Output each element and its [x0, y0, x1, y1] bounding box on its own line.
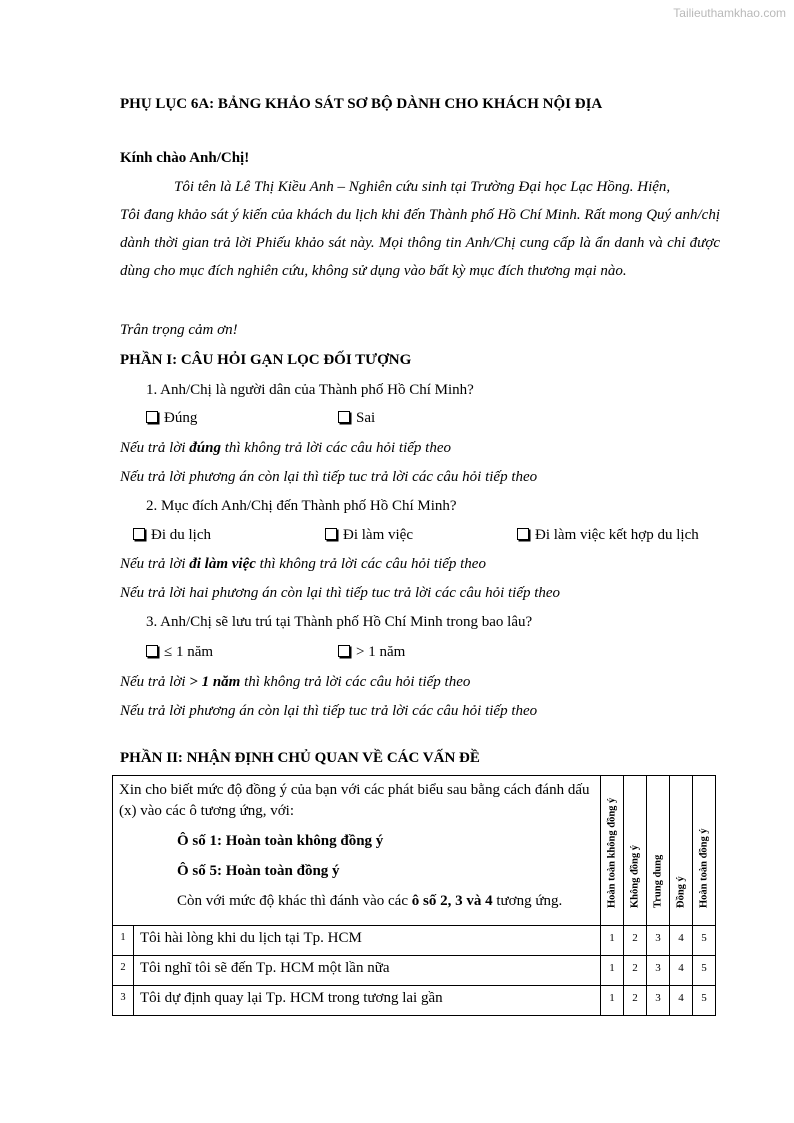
watermark: Tailieuthamkhao.com	[673, 6, 786, 20]
part2-heading: PHẦN II: NHẬN ĐỊNH CHỦ QUAN VỀ CÁC VẤN ĐỀ	[120, 750, 480, 766]
intro-line-1: Tôi tên là Lê Thị Kiều Anh – Nghiên cứu sinh tại Trường Đại học Lạc Hồng. Hiện,	[174, 179, 671, 195]
table-instructions: Xin cho biết mức độ đồng ý của bạn với các phát biểu sau bằng cách đánh dấu (x) vào các ô tương ứng, với: Ô số 1: Hoàn toàn không đồng ý Ô số 5: Hoàn toàn đồng ý Còn với mức độ khác thì đánh vào các ô số 2, 3 và 4 tương ứng.	[113, 776, 601, 926]
scale-other: Còn với mức độ khác thì đánh vào các ô số 2, 3 và 4 tương ứng.	[177, 893, 563, 909]
checkbox-icon[interactable]	[338, 411, 350, 423]
q2-option-ket-hop[interactable]: Đi làm việc kết hợp du lịch	[517, 527, 699, 544]
q2-option-lam-viec[interactable]: Đi làm việc	[325, 527, 413, 544]
scale-max: Ô số 5: Hoàn toàn đồng ý	[177, 863, 340, 879]
score-cell[interactable]: 2	[624, 956, 647, 986]
q1-note-1: Nếu trả lời đúng thì không trả lời các câu hỏi tiếp theo	[120, 440, 451, 456]
score-cell[interactable]: 4	[670, 986, 693, 1016]
q3-option-gt-1-nam[interactable]: > 1 năm	[338, 644, 405, 661]
scale-min: Ô số 1: Hoàn toàn không đồng ý	[177, 833, 384, 849]
question-3: 3. Anh/Chị sẽ lưu trú tại Thành phố Hồ Chí Minh trong bao lâu?	[146, 614, 533, 630]
table-row: 2 Tôi nghĩ tôi sẽ đến Tp. HCM một lần nữa 1 2 3 4 5	[113, 956, 716, 986]
question-1: 1. Anh/Chị là người dân của Thành phố Hồ Chí Minh?	[146, 382, 474, 398]
table-row: 1 Tôi hài lòng khi du lịch tại Tp. HCM 1 2 3 4 5	[113, 926, 716, 956]
score-cell[interactable]: 2	[624, 926, 647, 956]
intro-rest: Tôi đang khảo sát ý kiến của khách du lịch khi đến Thành phố Hồ Chí Minh. Rất mong Quý anh/chị dành thời gian trả lời Phiếu khảo sát này. Mọi thông tin Anh/Chị cung cấp là ẩn danh và chỉ được dùng cho mục đích nghiên cứu, không sử dụng vào bất kỳ mục đích thương mại nào.	[120, 207, 720, 279]
checkbox-icon[interactable]	[517, 528, 529, 540]
thanks-text: Trân trọng cảm ơn!	[120, 322, 238, 338]
q3-note-1: Nếu trả lời > 1 năm thì không trả lời các câu hỏi tiếp theo	[120, 674, 471, 690]
col-header-5: Hoàn toàn đồng ý	[693, 776, 716, 926]
q1-note-2: Nếu trả lời phương án còn lại thì tiếp tuc trả lời các câu hỏi tiếp theo	[120, 469, 538, 485]
score-cell[interactable]: 1	[601, 956, 624, 986]
survey-table	[112, 775, 716, 1016]
q2-note-2: Nếu trả lời hai phương án còn lại thì tiếp tuc trả lời các câu hỏi tiếp theo	[120, 585, 561, 601]
q3-note-2: Nếu trả lời phương án còn lại thì tiếp tuc trả lời các câu hỏi tiếp theo	[120, 703, 538, 719]
score-cell[interactable]: 1	[601, 986, 624, 1016]
score-cell[interactable]: 2	[624, 986, 647, 1016]
q2-option-du-lich[interactable]: Đi du lịch	[133, 527, 211, 544]
checkbox-icon[interactable]	[325, 528, 337, 540]
col-header-3: Trung dung	[647, 776, 670, 926]
page-title: PHỤ LỤC 6A: BẢNG KHẢO SÁT SƠ BỘ DÀNH CHO KHÁCH NỘI ĐỊA	[120, 96, 603, 112]
score-cell[interactable]: 3	[647, 926, 670, 956]
part1-heading: PHẦN I: CÂU HỎI GẠN LỌC ĐỐI TƯỢNG	[120, 352, 412, 368]
q3-option-le-1-nam[interactable]: ≤ 1 năm	[146, 644, 213, 661]
intro-paragraph	[120, 173, 720, 285]
score-cell[interactable]: 5	[693, 986, 716, 1016]
score-cell[interactable]: 5	[693, 956, 716, 986]
q1-option-sai[interactable]: Sai	[338, 410, 375, 427]
score-cell[interactable]: 1	[601, 926, 624, 956]
question-2: 2. Mục đích Anh/Chị đến Thành phố Hồ Chí Minh?	[146, 498, 457, 514]
checkbox-icon[interactable]	[146, 411, 158, 423]
score-cell[interactable]: 4	[670, 956, 693, 986]
score-cell[interactable]: 3	[647, 986, 670, 1016]
score-cell[interactable]: 4	[670, 926, 693, 956]
col-header-2: Không đồng ý	[624, 776, 647, 926]
checkbox-icon[interactable]	[146, 645, 158, 657]
score-cell[interactable]: 5	[693, 926, 716, 956]
q1-option-dung[interactable]: Đúng	[146, 410, 197, 427]
greeting: Kính chào Anh/Chị!	[120, 150, 250, 166]
checkbox-icon[interactable]	[133, 528, 145, 540]
checkbox-icon[interactable]	[338, 645, 350, 657]
col-header-1: Hoàn toàn không đồng ý	[601, 776, 624, 926]
score-cell[interactable]: 3	[647, 956, 670, 986]
col-header-4: Đồng ý	[670, 776, 693, 926]
table-row: 3 Tôi dự định quay lại Tp. HCM trong tương lai gần 1 2 3 4 5	[113, 986, 716, 1016]
q2-note-1: Nếu trả lời đi làm việc thì không trả lời các câu hỏi tiếp theo	[120, 556, 486, 572]
